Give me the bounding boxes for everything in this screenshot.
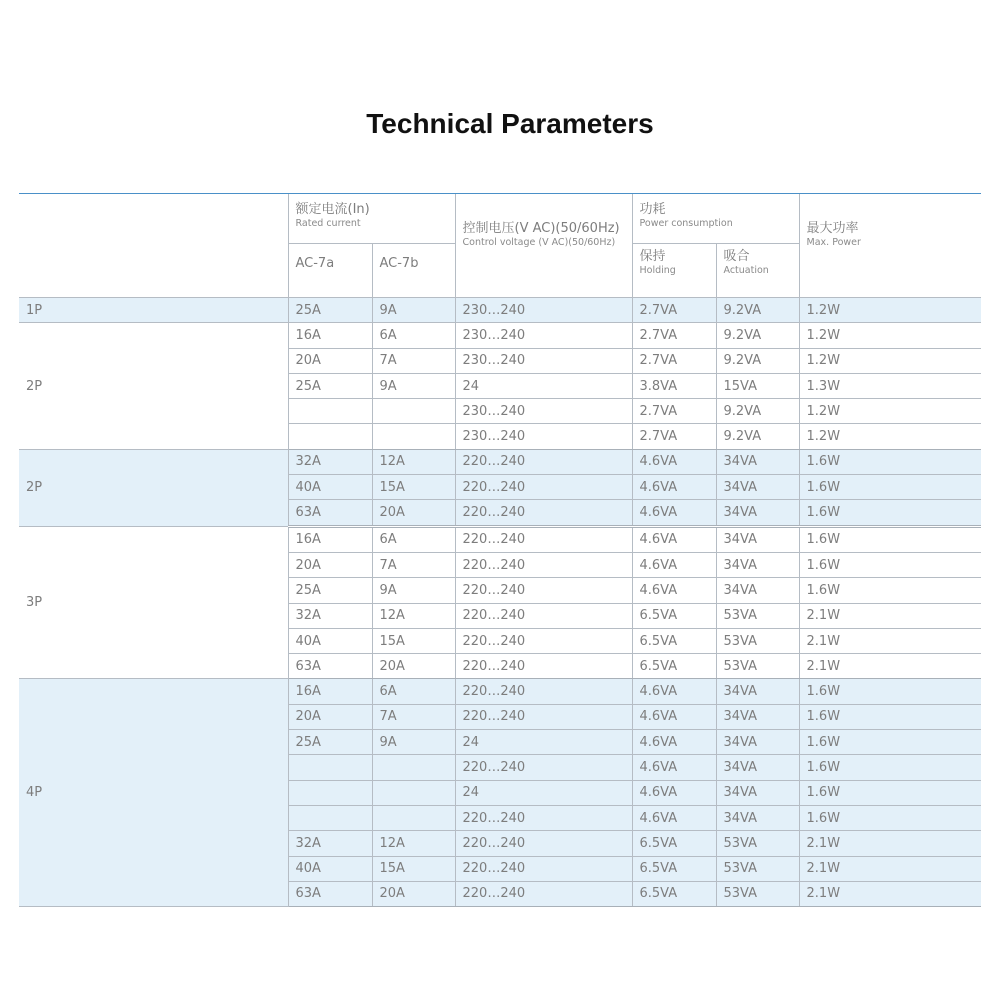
ac7b-cell: 15A	[372, 628, 455, 653]
table-row	[19, 449, 981, 474]
max-power-cell: 1.2W	[799, 424, 981, 449]
ac7a-cell	[288, 805, 372, 830]
table-row	[19, 323, 981, 348]
actuation-cell: 34VA	[716, 578, 799, 603]
max-power-cell: 1.6W	[799, 578, 981, 603]
ac7a-cell: 40A	[288, 475, 372, 500]
pole-group	[19, 679, 981, 907]
max-power-cell: 1.6W	[799, 475, 981, 500]
control-voltage-cell: 24	[455, 373, 632, 398]
actuation-cell: 53VA	[716, 881, 799, 906]
holding-cell: 4.6VA	[632, 552, 716, 577]
holding-label-en: Holding	[639, 265, 676, 276]
control-voltage-cell: 220…240	[455, 500, 632, 526]
max-power-cell: 1.6W	[799, 805, 981, 830]
ac7b-cell	[372, 424, 455, 449]
ac7a-cell: 25A	[288, 373, 372, 398]
ac7a-cell: 32A	[288, 831, 372, 856]
holding-cell: 2.7VA	[632, 348, 716, 373]
control-voltage-cell: 220…240	[455, 552, 632, 577]
actuation-cell: 53VA	[716, 856, 799, 881]
pole-cell: 4P	[19, 679, 288, 907]
ac7a-cell	[288, 399, 372, 424]
holding-cell: 6.5VA	[632, 654, 716, 679]
ac7a-cell: 20A	[288, 552, 372, 577]
max-power-cell: 1.6W	[799, 679, 981, 704]
holding-cell: 4.6VA	[632, 780, 716, 805]
ac7a-cell: 63A	[288, 654, 372, 679]
actuation-cell: 53VA	[716, 654, 799, 679]
actuation-cell: 15VA	[716, 373, 799, 398]
ac7b-cell: 15A	[372, 856, 455, 881]
ac7a-cell: 32A	[288, 603, 372, 628]
max-power-label-zh: 最大功率	[806, 221, 859, 236]
ac7b-cell: 20A	[372, 654, 455, 679]
power-consumption-header	[632, 194, 799, 244]
max-power-cell: 2.1W	[799, 856, 981, 881]
ac7a-cell: 20A	[288, 348, 372, 373]
actuation-label-zh: 吸合	[723, 249, 750, 264]
ac7b-cell	[372, 805, 455, 830]
control-voltage-cell: 220…240	[455, 654, 632, 679]
ac7a-cell: 32A	[288, 449, 372, 474]
pole-cell: 1P	[19, 298, 288, 323]
control-voltage-cell: 220…240	[455, 831, 632, 856]
control-voltage-cell: 220…240	[455, 449, 632, 474]
holding-cell: 4.6VA	[632, 449, 716, 474]
ac7b-cell: 12A	[372, 603, 455, 628]
control-voltage-cell: 230…240	[455, 298, 632, 323]
max-power-cell: 1.6W	[799, 500, 981, 526]
actuation-cell: 9.2VA	[716, 298, 799, 323]
holding-cell: 2.7VA	[632, 399, 716, 424]
max-power-cell: 1.6W	[799, 704, 981, 729]
ac7a-cell: 63A	[288, 500, 372, 526]
control-voltage-cell: 230…240	[455, 323, 632, 348]
actuation-label-en: Actuation	[723, 265, 769, 276]
holding-cell: 2.7VA	[632, 298, 716, 323]
ac7a-cell: 16A	[288, 526, 372, 552]
ac7b-cell: 9A	[372, 373, 455, 398]
max-power-cell: 2.1W	[799, 654, 981, 679]
holding-cell: 4.6VA	[632, 578, 716, 603]
ac7a-cell	[288, 780, 372, 805]
ac7b-cell	[372, 755, 455, 780]
rated-current-label-en: Rated current	[295, 218, 361, 229]
table-row	[19, 526, 981, 552]
rated-current-label-zh: 额定电流(In)	[295, 202, 370, 217]
pole-group	[19, 449, 981, 526]
actuation-cell: 9.2VA	[716, 424, 799, 449]
actuation-cell: 34VA	[716, 552, 799, 577]
rated-current-header	[288, 194, 455, 244]
actuation-cell: 34VA	[716, 704, 799, 729]
holding-cell: 6.5VA	[632, 831, 716, 856]
ac7a-cell: 40A	[288, 856, 372, 881]
actuation-cell: 53VA	[716, 603, 799, 628]
holding-cell: 3.8VA	[632, 373, 716, 398]
table-row	[19, 679, 981, 704]
ac7b-cell: 20A	[372, 500, 455, 526]
ac7b-cell: 15A	[372, 475, 455, 500]
technical-parameters-table	[19, 193, 981, 907]
pole-cell: 2P	[19, 449, 288, 526]
ac7b-cell: 6A	[372, 679, 455, 704]
ac7b-cell: 9A	[372, 730, 455, 755]
actuation-cell: 9.2VA	[716, 348, 799, 373]
ac7b-cell: 7A	[372, 348, 455, 373]
actuation-cell: 34VA	[716, 780, 799, 805]
max-power-header	[799, 194, 981, 298]
holding-cell: 6.5VA	[632, 881, 716, 906]
control-voltage-cell: 220…240	[455, 475, 632, 500]
ac7b-cell: 6A	[372, 323, 455, 348]
holding-cell: 4.6VA	[632, 526, 716, 552]
max-power-cell: 1.2W	[799, 348, 981, 373]
control-voltage-label-en: Control voltage (V AC)(50/60Hz)	[462, 237, 616, 248]
control-voltage-cell: 220…240	[455, 805, 632, 830]
control-voltage-cell: 220…240	[455, 526, 632, 552]
actuation-cell: 34VA	[716, 500, 799, 526]
actuation-cell: 53VA	[716, 831, 799, 856]
ac7a-cell: 25A	[288, 730, 372, 755]
ac7a-cell: 20A	[288, 704, 372, 729]
ac7a-header: AC-7a	[288, 244, 372, 298]
control-voltage-cell: 220…240	[455, 628, 632, 653]
control-voltage-cell: 220…240	[455, 755, 632, 780]
actuation-cell: 34VA	[716, 526, 799, 552]
pole-cell: 2P	[19, 323, 288, 449]
control-voltage-cell: 220…240	[455, 704, 632, 729]
control-voltage-cell: 24	[455, 780, 632, 805]
ac7a-cell: 25A	[288, 578, 372, 603]
actuation-cell: 34VA	[716, 755, 799, 780]
holding-header	[632, 244, 716, 298]
ac7b-cell: 9A	[372, 298, 455, 323]
max-power-cell: 1.2W	[799, 399, 981, 424]
ac7a-cell: 16A	[288, 323, 372, 348]
pole-group	[19, 323, 981, 449]
control-voltage-cell: 230…240	[455, 399, 632, 424]
pole-header-cell	[19, 194, 288, 298]
control-voltage-cell: 24	[455, 730, 632, 755]
max-power-cell: 2.1W	[799, 628, 981, 653]
ac7b-header: AC-7b	[372, 244, 455, 298]
control-voltage-cell: 220…240	[455, 856, 632, 881]
ac7a-cell	[288, 424, 372, 449]
pole-group	[19, 298, 981, 323]
actuation-cell: 53VA	[716, 628, 799, 653]
ac7b-cell: 9A	[372, 578, 455, 603]
max-power-cell: 2.1W	[799, 831, 981, 856]
holding-cell: 4.6VA	[632, 730, 716, 755]
max-power-label-en: Max. Power	[806, 237, 861, 248]
power-consumption-label-en: Power consumption	[639, 218, 733, 229]
ac7a-cell: 40A	[288, 628, 372, 653]
ac7a-cell: 16A	[288, 679, 372, 704]
control-voltage-cell: 230…240	[455, 348, 632, 373]
holding-cell: 4.6VA	[632, 500, 716, 526]
holding-cell: 6.5VA	[632, 856, 716, 881]
actuation-cell: 9.2VA	[716, 399, 799, 424]
ac7b-cell: 7A	[372, 704, 455, 729]
max-power-cell: 1.6W	[799, 449, 981, 474]
control-voltage-cell: 220…240	[455, 603, 632, 628]
holding-cell: 6.5VA	[632, 603, 716, 628]
control-voltage-label-zh: 控制电压(V AC)(50/60Hz)	[462, 221, 620, 236]
ac7b-cell: 6A	[372, 526, 455, 552]
control-voltage-cell: 230…240	[455, 424, 632, 449]
actuation-header	[716, 244, 799, 298]
max-power-cell: 1.6W	[799, 552, 981, 577]
pole-cell: 3P	[19, 526, 288, 679]
holding-cell: 2.7VA	[632, 323, 716, 348]
max-power-cell: 1.6W	[799, 780, 981, 805]
ac7a-cell: 63A	[288, 881, 372, 906]
max-power-cell: 1.6W	[799, 730, 981, 755]
holding-cell: 4.6VA	[632, 805, 716, 830]
actuation-cell: 34VA	[716, 475, 799, 500]
page-title: Technical Parameters	[366, 108, 654, 139]
power-consumption-label-zh: 功耗	[639, 202, 666, 217]
holding-cell: 4.6VA	[632, 755, 716, 780]
max-power-cell: 2.1W	[799, 603, 981, 628]
holding-label-zh: 保持	[639, 249, 666, 264]
holding-cell: 4.6VA	[632, 475, 716, 500]
max-power-cell: 1.2W	[799, 323, 981, 348]
ac7b-cell: 20A	[372, 881, 455, 906]
table-row	[19, 298, 981, 323]
max-power-cell: 1.3W	[799, 373, 981, 398]
max-power-cell: 1.2W	[799, 298, 981, 323]
ac7a-cell	[288, 755, 372, 780]
max-power-cell: 1.6W	[799, 526, 981, 552]
actuation-cell: 9.2VA	[716, 323, 799, 348]
ac7b-cell: 12A	[372, 831, 455, 856]
control-voltage-header	[455, 194, 632, 298]
control-voltage-cell: 220…240	[455, 881, 632, 906]
actuation-cell: 34VA	[716, 730, 799, 755]
max-power-cell: 1.6W	[799, 755, 981, 780]
pole-group	[19, 526, 981, 679]
holding-cell: 4.6VA	[632, 704, 716, 729]
actuation-cell: 34VA	[716, 679, 799, 704]
holding-cell: 4.6VA	[632, 679, 716, 704]
max-power-cell: 2.1W	[799, 881, 981, 906]
holding-cell: 2.7VA	[632, 424, 716, 449]
ac7a-cell: 25A	[288, 298, 372, 323]
control-voltage-cell: 220…240	[455, 679, 632, 704]
header-row-1	[19, 194, 981, 244]
actuation-cell: 34VA	[716, 805, 799, 830]
ac7b-cell: 12A	[372, 449, 455, 474]
ac7b-cell	[372, 780, 455, 805]
ac7b-cell: 7A	[372, 552, 455, 577]
holding-cell: 6.5VA	[632, 628, 716, 653]
actuation-cell: 34VA	[716, 449, 799, 474]
control-voltage-cell: 220…240	[455, 578, 632, 603]
ac7b-cell	[372, 399, 455, 424]
